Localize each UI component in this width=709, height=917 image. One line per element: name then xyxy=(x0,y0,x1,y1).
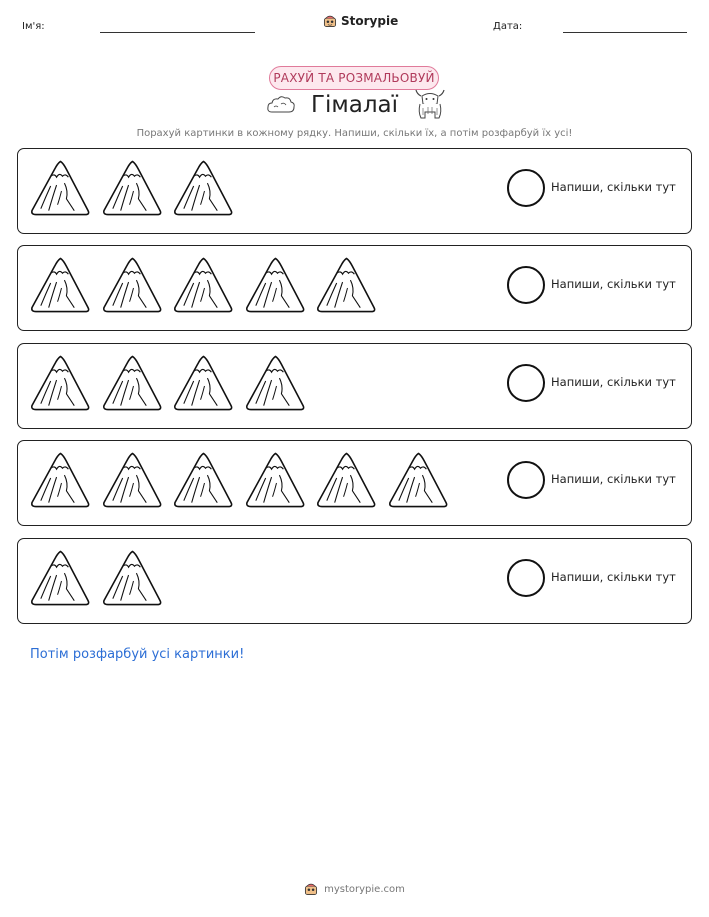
name-line[interactable] xyxy=(100,32,255,33)
answer-circle[interactable] xyxy=(507,364,545,402)
coloring-instruction: Потім розфарбуй усі картинки! xyxy=(30,647,245,662)
answer-prompt: Напиши, скільки тут xyxy=(551,472,676,486)
mountain-group xyxy=(29,451,450,509)
mountain-group xyxy=(29,159,235,217)
mountain-icon xyxy=(29,354,92,412)
answer-circle[interactable] xyxy=(507,169,545,207)
mountain-icon xyxy=(244,451,307,509)
answer-circle[interactable] xyxy=(507,461,545,499)
mountain-icon xyxy=(29,549,92,607)
site-url[interactable]: mystorypie.com xyxy=(324,883,405,895)
mountain-icon xyxy=(172,256,235,314)
mountain-icon xyxy=(29,159,92,217)
brand xyxy=(323,14,398,28)
counting-row-2 xyxy=(17,245,692,331)
instructions: Порахуй картинки в кожному рядку. Напиши, скільки їх, а потім розфарбуй їх усі! xyxy=(136,128,573,139)
activity-badge: РАХУЙ ТА РОЗМАЛЬОВУЙ xyxy=(269,66,439,90)
storypie-logo-icon xyxy=(323,14,337,28)
mountain-icon xyxy=(101,256,164,314)
mountain-icon xyxy=(244,354,307,412)
mountain-icon xyxy=(101,451,164,509)
mountain-icon xyxy=(172,451,235,509)
mountain-icon xyxy=(244,256,307,314)
mountain-group xyxy=(29,256,378,314)
mountain-icon xyxy=(315,451,378,509)
answer-prompt: Напиши, скільки тут xyxy=(551,570,676,584)
page-title: Гімалаї xyxy=(310,92,399,118)
answer-prompt: Напиши, скільки тут xyxy=(551,277,676,291)
mountain-group xyxy=(29,549,164,607)
counting-row-1 xyxy=(17,148,692,234)
mountain-icon xyxy=(101,354,164,412)
mountain-icon xyxy=(29,256,92,314)
brand-name: Storypie xyxy=(341,14,399,28)
mountain-icon xyxy=(387,451,450,509)
mountain-icon xyxy=(101,549,164,607)
answer-prompt: Напиши, скільки тут xyxy=(551,180,676,194)
mountain-icon xyxy=(101,159,164,217)
site-footer xyxy=(0,882,709,896)
mountain-icon xyxy=(172,354,235,412)
yak-icon xyxy=(414,88,446,122)
counting-row-4 xyxy=(17,440,692,526)
mountain-icon xyxy=(315,256,378,314)
mountain-icon xyxy=(172,159,235,217)
counting-row-5 xyxy=(17,538,692,624)
date-label: Дата: xyxy=(493,21,523,32)
mountain-group xyxy=(29,354,307,412)
name-label: Ім'я: xyxy=(22,21,45,32)
date-line[interactable] xyxy=(563,32,687,33)
answer-prompt: Напиши, скільки тут xyxy=(551,375,676,389)
answer-circle[interactable] xyxy=(507,559,545,597)
storypie-logo-icon xyxy=(304,882,318,896)
counting-row-3 xyxy=(17,343,692,429)
answer-circle[interactable] xyxy=(507,266,545,304)
mountain-icon xyxy=(29,451,92,509)
